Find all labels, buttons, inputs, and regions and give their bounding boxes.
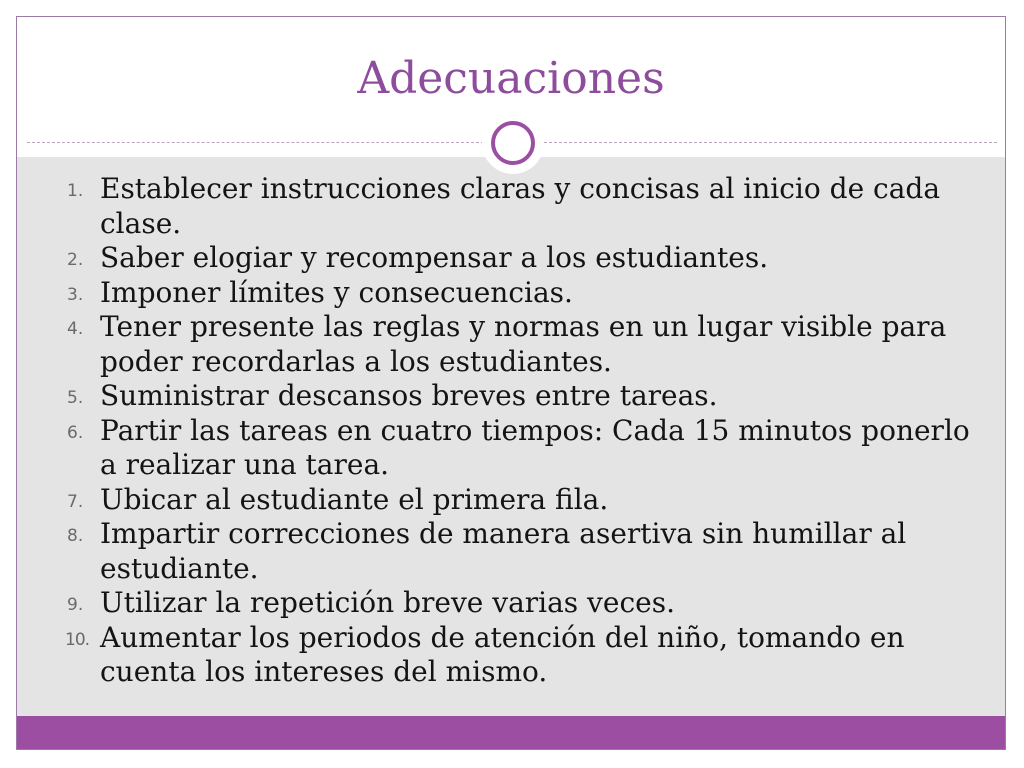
list-item-text: Utilizar la repetición breve varias veces.	[100, 586, 675, 619]
list-item-number: 4.	[67, 319, 84, 339]
list-item-text: Aumentar los periodos de atención del niño, tomando en cuenta los intereses del mismo.	[100, 620, 905, 688]
list-item-number: 8.	[67, 526, 84, 546]
list-item-text: Saber elogiar y recompensar a los estudiantes.	[100, 241, 769, 274]
list-item	[17, 414, 977, 483]
list-item-text: Establecer instrucciones claras y concisas al inicio de cada clase.	[100, 172, 941, 240]
list-item-number: 2.	[67, 250, 84, 270]
slide-title: Adecuaciones	[357, 53, 665, 104]
list-item	[17, 621, 977, 690]
list-item	[17, 276, 977, 311]
list-item-number: 9.	[67, 595, 84, 615]
list-item-text: Ubicar al estudiante el primera fila.	[100, 482, 609, 516]
list-item-text: Imponer límites y consecuencias.	[100, 275, 573, 309]
list-item	[17, 483, 977, 518]
slide	[16, 16, 1006, 750]
list-item	[17, 586, 977, 621]
list-item	[17, 379, 977, 414]
list-item	[17, 172, 977, 241]
divider-circle-icon	[491, 121, 535, 165]
title-divider-left	[27, 142, 489, 143]
list-item-number: 3.	[67, 284, 84, 305]
bottom-accent-bar	[17, 716, 1005, 750]
list-item	[17, 310, 977, 379]
list-item-number: 6.	[67, 422, 84, 443]
list-item-text: Impartir correcciones de manera asertiva sin humillar al estudiante.	[100, 517, 907, 585]
list-item-text: Partir las tareas en cuatro tiempos: Cada 15 minutos ponerlo a realizar una tarea.	[100, 413, 970, 481]
list-item-text: Tener presente las reglas y normas en un lugar visible para poder recordarlas a los estudiantes.	[100, 310, 947, 378]
list-item-number: 5.	[67, 388, 84, 408]
list-item-text: Suministrar descansos breves entre tareas.	[100, 379, 718, 412]
list-item	[17, 241, 977, 276]
list-item	[17, 517, 977, 586]
title-divider-right	[539, 142, 997, 143]
list-item-number: 1.	[67, 181, 84, 201]
list-item-number: 10.	[65, 629, 90, 650]
list-item-number: 7.	[67, 491, 84, 512]
adecuaciones-list	[17, 172, 977, 690]
